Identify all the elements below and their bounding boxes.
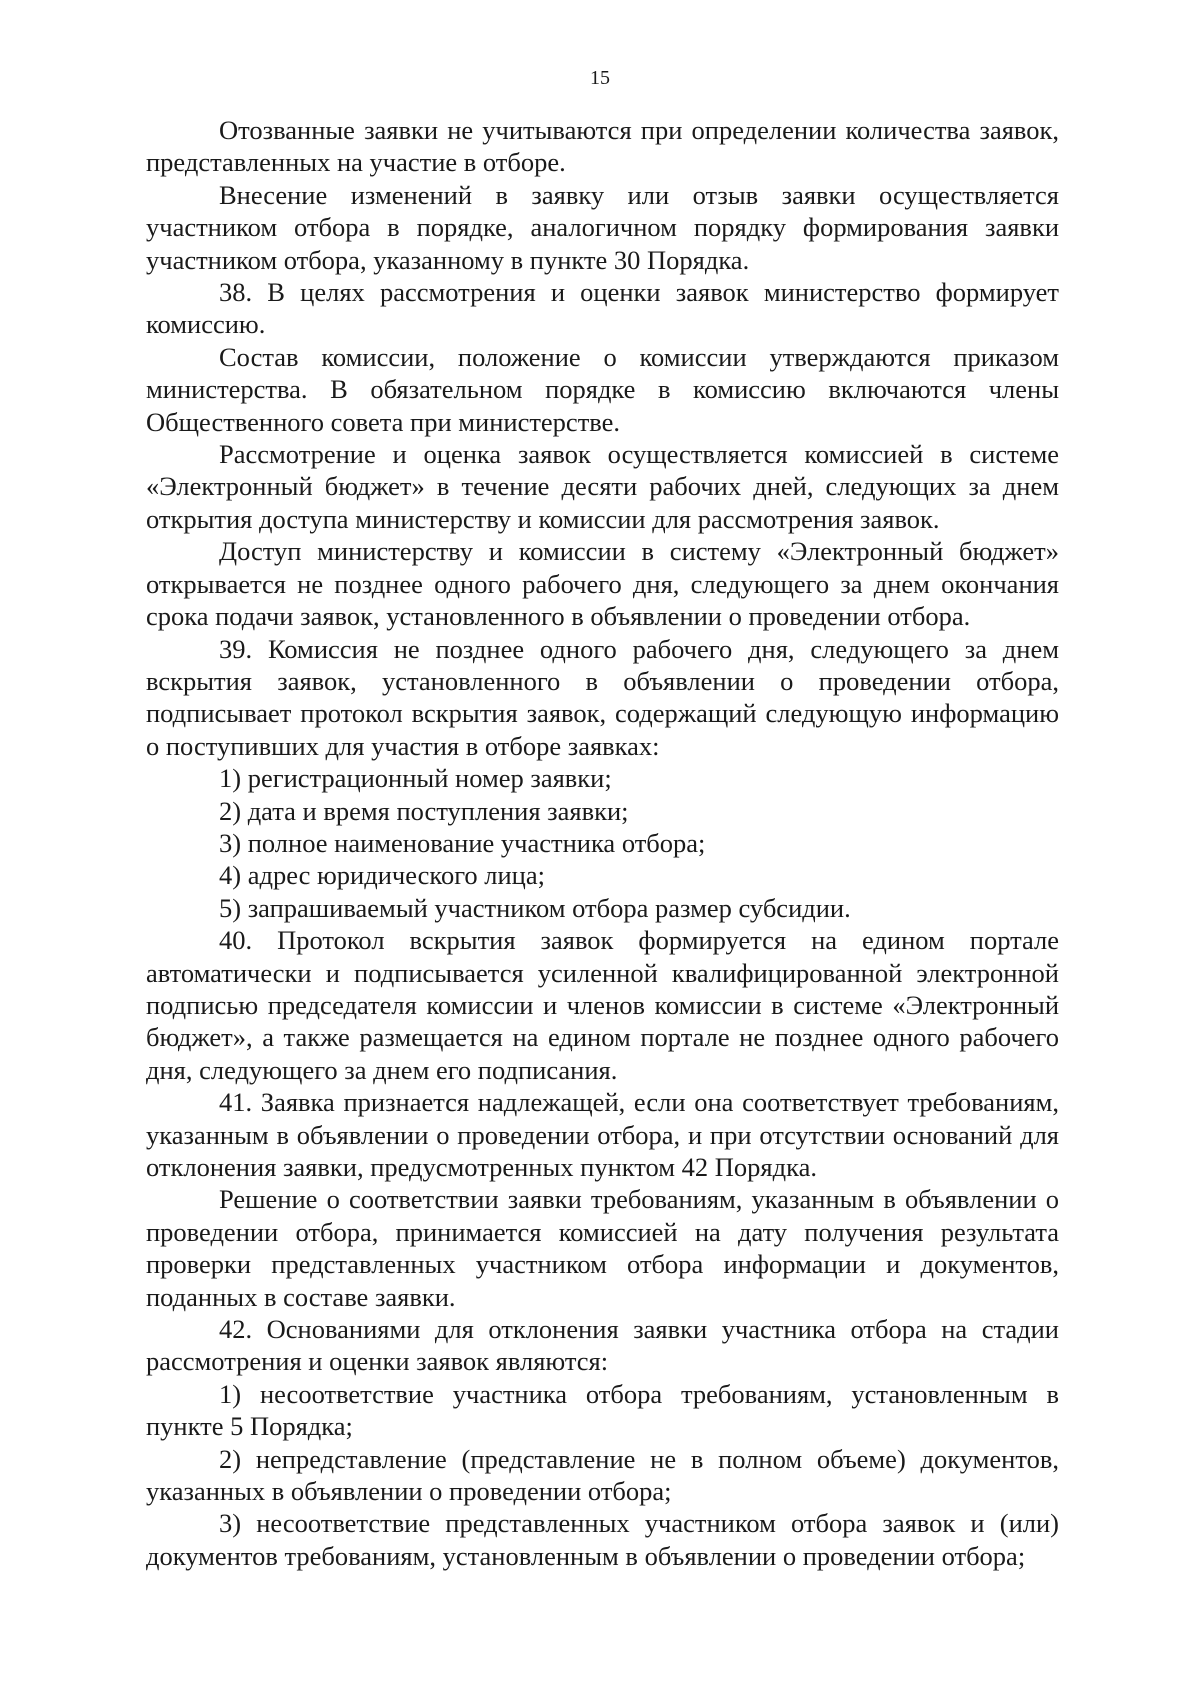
list-item-subsidy-amount: 5) запрашиваемый участником отбора размер субсидии. — [219, 892, 851, 923]
paragraph-application-changes: Внесение изменений в заявку или отзыв заявки осуществляется участником отбора в порядке, аналогичном порядку формирования заявки участником отбора, указанному в пункте 30 Порядка. — [146, 179, 1059, 275]
list-item-participant-noncompliance: 1) несоответствие участника отбора требованиям, установленным в пункте 5 Порядка; — [146, 1378, 1059, 1442]
list-item-participant-name: 3) полное наименование участника отбора; — [219, 827, 706, 858]
paragraph-compliance-decision: Решение о соответствии заявки требованиям, указанным в объявлении о проведении отбора, принимается комиссией на дату получения результата проверки представленных участником отбора информации и документов, поданных в составе заявки. — [146, 1184, 1059, 1312]
paragraph-withdrawn-applications: Отозванные заявки не учитываются при определении количества заявок, представленных на участие в отборе. — [146, 115, 1059, 178]
document-body — [146, 114, 1059, 1572]
paragraph-item-39: 39. Комиссия не позднее одного рабочего дня, следующего за днем вскрытия заявок, установленного в объявлении о проведении отбора, подписывает протокол вскрытия заявок, содержащий следующую информацию о поступивших для участия в отборе заявках: — [146, 633, 1059, 761]
list-item-date-time: 2) дата и время поступления заявки; — [219, 795, 629, 826]
paragraph-item-40: 40. Протокол вскрытия заявок формируется на едином портале автоматически и подписывается усиленной квалифицированной электронной подписью председателя комиссии и членов комиссии в системе «Электронный бюджет», а также размещается на едином портале не позднее одного рабочего дня, следующего за днем его подписания. — [146, 925, 1059, 1085]
paragraph-item-42: 42. Основаниями для отклонения заявки участника отбора на стадии рассмотрения и оценки заявок являются: — [146, 1314, 1059, 1377]
paragraph-system-access: Доступ министерству и комиссии в систему «Электронный бюджет» открывается не позднее одного рабочего дня, следующего за днем окончания срока подачи заявок, установленного в объявлении о проведении отбора. — [146, 536, 1059, 632]
page-number: 15 — [590, 67, 610, 89]
paragraph-commission-composition: Состав комиссии, положение о комиссии утверждаются приказом министерства. В обязательном порядке в комиссию включаются члены Общественного совета при министерстве. — [146, 341, 1059, 437]
list-item-legal-address: 4) адрес юридического лица; — [219, 860, 545, 891]
list-item-documents-missing: 2) непредставление (представление не в полном объеме) документов, указанных в объявлении о проведении отбора; — [146, 1443, 1059, 1507]
list-item-documents-noncompliance: 3) несоответствие представленных участником отбора заявок и (или) документов требованиям, установленным в объявлении о проведении отбора; — [146, 1508, 1059, 1571]
paragraph-review-assessment: Рассмотрение и оценка заявок осуществляется комиссией в системе «Электронный бюджет» в течение десяти рабочих дней, следующих за днем открытия доступа министерству и комиссии для рассмотрения заявок. — [146, 439, 1059, 534]
list-item-registration-number: 1) регистрационный номер заявки; — [219, 763, 612, 794]
paragraph-item-38: 38. В целях рассмотрения и оценки заявок министерство формирует комиссию. — [146, 277, 1059, 340]
paragraph-item-41: 41. Заявка признается надлежащей, если она соответствует требованиям, указанным в объявлении о проведении отбора, и при отсутствии оснований для отклонения заявки, предусмотренных пунктом 42 Порядка. — [146, 1087, 1059, 1182]
